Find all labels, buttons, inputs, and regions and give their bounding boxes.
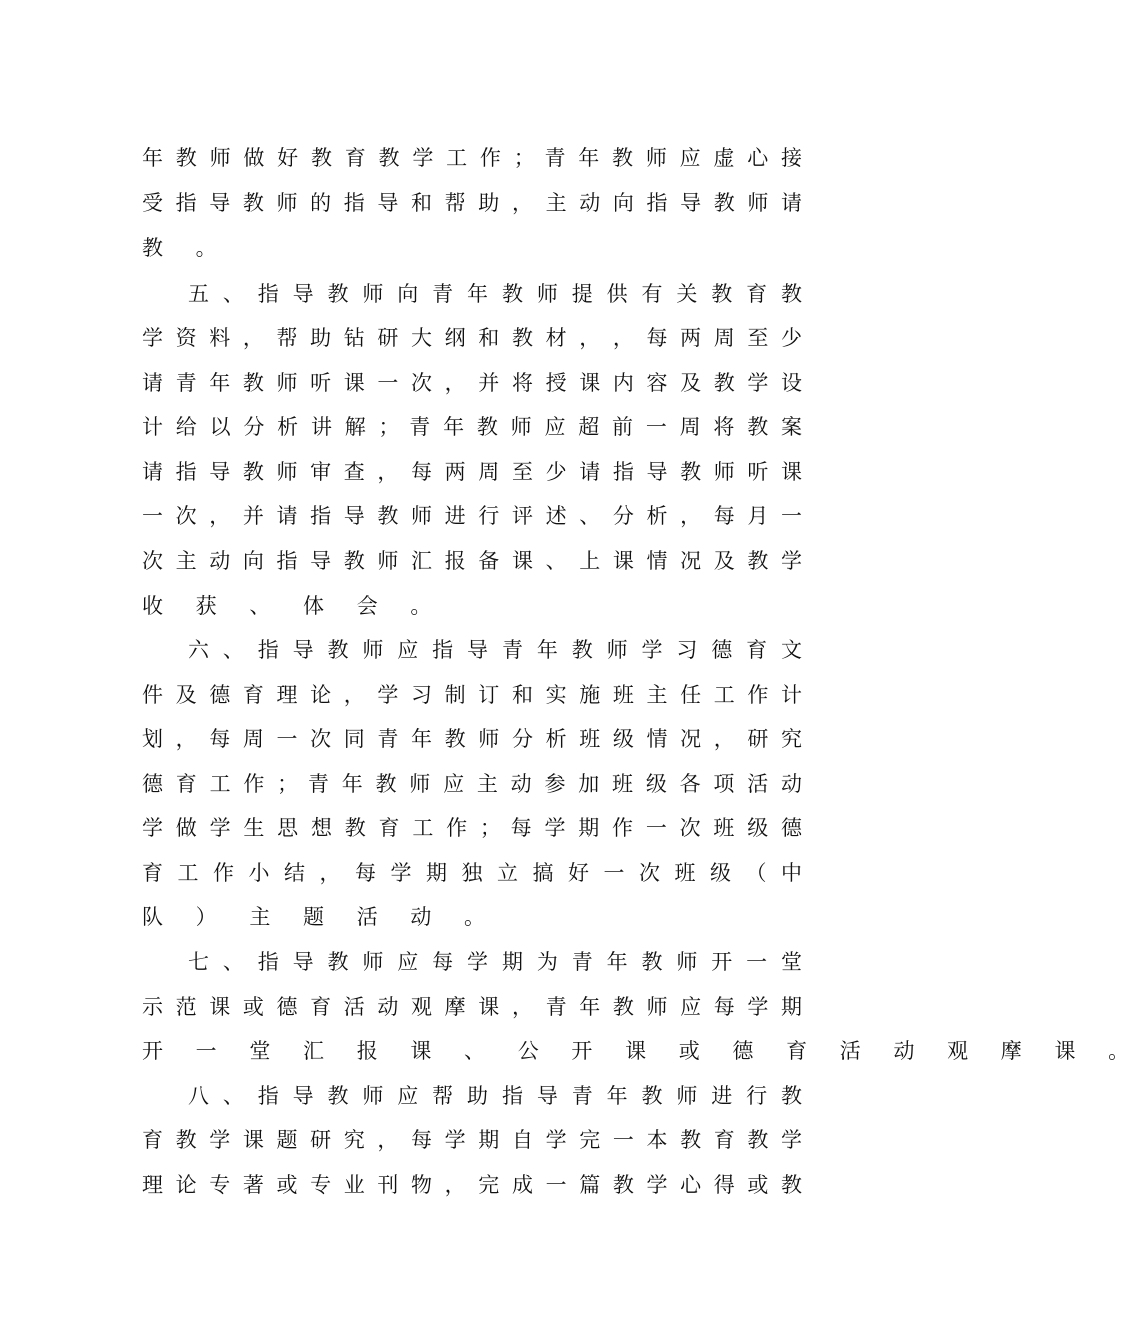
text-line: 件 及 德 育 理 论 ， 学 习 制 订 和 实 施 班 主 任 工 作 计 xyxy=(142,683,802,707)
paragraph-start-line: 五 、 指 导 教 师 向 青 年 教 师 提 供 有 关 教 育 教 xyxy=(188,282,802,306)
paragraph-start-line: 六 、 指 导 教 师 应 指 导 青 年 教 师 学 习 德 育 文 xyxy=(188,638,802,662)
text-line: 育 工 作 小 结 ， 每 学 期 独 立 搞 好 一 次 班 级 （ 中 xyxy=(142,861,802,885)
text-line: 学 资 料 ， 帮 助 钻 研 大 纲 和 教 材 ， ， 每 两 周 至 少 xyxy=(142,326,802,350)
text-line: 请 青 年 教 师 听 课 一 次 ， 并 将 授 课 内 容 及 教 学 设 xyxy=(142,371,802,395)
text-line: 示 范 课 或 德 育 活 动 观 摩 课 ， 青 年 教 师 应 每 学 期 xyxy=(142,995,802,1019)
text-line: 一 次 ， 并 请 指 导 教 师 进 行 评 述 、 分 析 ， 每 月 一 xyxy=(142,504,802,528)
text-line: 收 获 、 体 会 。 xyxy=(142,594,445,618)
text-line: 年 教 师 做 好 教 育 教 学 工 作 ； 青 年 教 师 应 虚 心 接 xyxy=(142,146,802,170)
text-line: 开 一 堂 汇 报 课 、 公 开 课 或 德 育 活 动 观 摩 课 。 xyxy=(142,1039,1142,1063)
text-line: 次 主 动 向 指 导 教 师 汇 报 备 课 、 上 课 情 况 及 教 学 xyxy=(142,549,802,573)
text-line: 育 教 学 课 题 研 究 ， 每 学 期 自 学 完 一 本 教 育 教 学 xyxy=(142,1128,802,1152)
text-line: 学 做 学 生 思 想 教 育 工 作 ； 每 学 期 作 一 次 班 级 德 xyxy=(142,816,802,840)
text-line: 计 给 以 分 析 讲 解 ； 青 年 教 师 应 超 前 一 周 将 教 案 xyxy=(142,415,802,439)
paragraph-start-line: 七 、 指 导 教 师 应 每 学 期 为 青 年 教 师 开 一 堂 xyxy=(188,950,802,974)
text-line: 理 论 专 著 或 专 业 刊 物 ， 完 成 一 篇 教 学 心 得 或 教 xyxy=(142,1173,802,1197)
text-line: 教 。 xyxy=(142,236,230,260)
text-line: 请 指 导 教 师 审 查 ， 每 两 周 至 少 请 指 导 教 师 听 课 xyxy=(142,460,802,484)
text-line: 划 ， 每 周 一 次 同 青 年 教 师 分 析 班 级 情 况 ， 研 究 xyxy=(142,727,802,751)
text-line: 德 育 工 作 ； 青 年 教 师 应 主 动 参 加 班 级 各 项 活 动 xyxy=(142,772,802,796)
text-line: 队 ） 主 题 活 动 。 xyxy=(142,905,499,929)
paragraph-start-line: 八 、 指 导 教 师 应 帮 助 指 导 青 年 教 师 进 行 教 xyxy=(188,1084,802,1108)
text-line: 受 指 导 教 师 的 指 导 和 帮 助 ， 主 动 向 指 导 教 师 请 xyxy=(142,191,802,215)
